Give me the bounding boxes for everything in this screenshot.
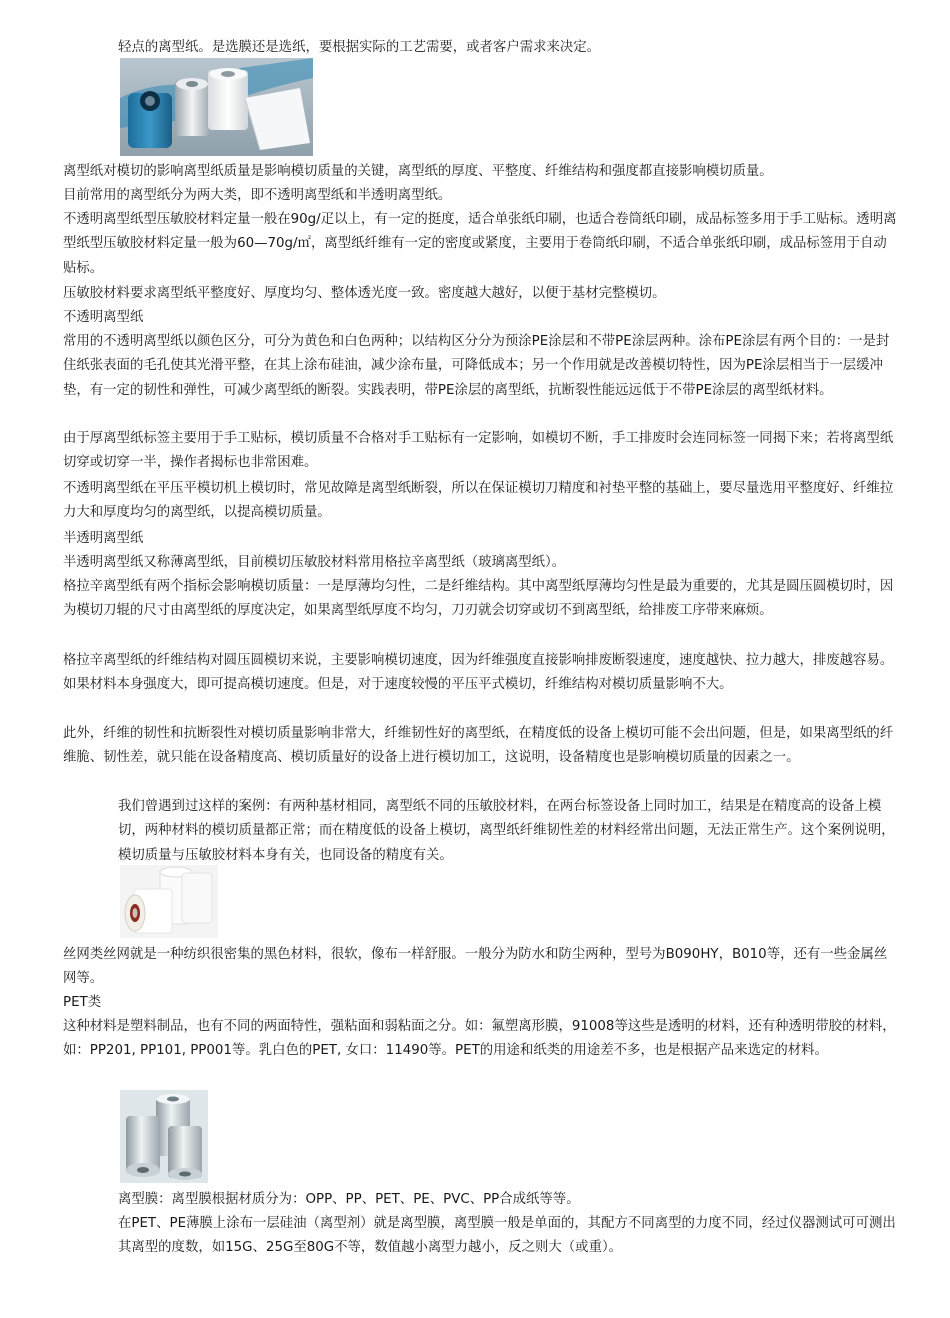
section-heading: PET类 — [63, 995, 102, 1010]
section-heading: 不透明离型纸 — [63, 310, 144, 325]
paragraph: 此外，纤维的韧性和抗断裂性对模切质量影响非常大，纤维韧性好的离型纸，在精度低的设备上模切可能不会出问题，但是，如果离型纸的纤维脆、韧性差，就只能在设备精度高、模切质量好的设备上进行模切加工，这说明，设备精度也是影响模切质量的因素之一。 — [63, 726, 894, 766]
paragraph: 常用的不透明离型纸以颜色区分，可分为黄色和白色两种；以结构区分分为预涂PE涂层和不带PE涂层两种。涂布PE涂层有两个目的：一是封住纸张表面的毛孔使其光滑平整，在其上涂布硅油，减少涂布量，可降低成本；另一个作用就是改善模切特性，因为PE涂层相当于一层缓冲垫，有一定的韧性和弹性，可减少离型纸的断裂。实践表明，带PE涂层的离型纸，抗断裂性能远远低于不带PE涂层的离型纸材料。 — [63, 334, 890, 398]
case-paragraph: 我们曾遇到过这样的案例：有两种基材相同，离型纸不同的压敏胶材料，在两台标签设备上同时加工，结果是在精度高的设备上模切，两种材料的模切质量都正常；而在精度低的设备上模切，离型纸纤维韧性差的材料经常出问题，无法正常生产。这个案例说明，模切质量与压敏胶材料本身有关，也同设备的精度有关。 — [118, 799, 895, 863]
white-film-rolls-image — [120, 865, 218, 938]
paragraph: 不透明离型纸在平压平模切机上模切时，常见故障是离型纸断裂，所以在保证模切刀精度和衬垫平整的基础上，要尽量选用平整度好、纤维拉力大和厚度均匀的离型纸，以提高模切质量。 — [63, 481, 894, 521]
paragraph: 这种材料是塑料制品，也有不同的两面特性，强粘面和弱粘面之分。如：氟塑离形膜，91008等这些是透明的材料，还有种透明带胶的材料，如：PP201, PP101, PP001等。乳白色的PET, 女口：11490等。PET的用途和纸类的用途差不多，也是根据产品来选定的材料。 — [63, 1019, 896, 1059]
paragraph: 离型纸对模切的影响离型纸质量是影响模切质量的关键，离型纸的厚度、平整度、纤维结构和强度都直接影响模切质量。 — [63, 164, 773, 179]
paragraph: 目前常用的离型纸分为两大类，即不透明离型纸和半透明离型纸。 — [63, 188, 452, 203]
section-heading: 半透明离型纸 — [63, 531, 144, 546]
transparent-film-rolls-image — [120, 1090, 208, 1183]
paragraph: 格拉辛离型纸有两个指标会影响模切质量：一是厚薄均匀性，二是纤维结构。其中离型纸厚薄均匀性是最为重要的，尤其是圆压圆模切时，因为模切刀辊的尺寸由离型纸的厚度决定，如果离型纸厚度不均匀，刀刃就会切穿或切不到离型纸，给排废工序带来麻烦。 — [63, 579, 894, 619]
paragraph: 半透明离型纸又称薄离型纸，目前模切压敏胶材料常用格拉辛离型纸（玻璃离型纸）。 — [63, 555, 566, 570]
release-film-rolls-image — [120, 58, 313, 156]
paragraph: 在PET、PE薄膜上涂布一层硅油（离型剂）就是离型膜，离型膜一般是单面的，其配方不同离型的力度不同，经过仪器测试可可测出其离型的度数，如15G、25G至80G不等，数值越小离型力越小，反之则大（或重）。 — [118, 1216, 896, 1256]
paragraph: 由于厚离型纸标签主要用于手工贴标，模切质量不合格对手工贴标有一定影响，如模切不断，手工排废时会连同标签一同揭下来；若将离型纸切穿或切穿一半，操作者揭标也非常困难。 — [63, 431, 894, 471]
paragraph: 压敏胶材料要求离型纸平整度好、厚度均匀、整体透光度一致。密度越大越好，以便于基材完整模切。 — [63, 286, 666, 301]
paragraph: 丝网类丝网就是一种纺织很密集的黑色材料，很软，像布一样舒服。一般分为防水和防尘两种，型号为B090HY，B010等，还有一些金属丝网等。 — [63, 947, 888, 987]
intro-paragraph: 轻点的离型纸。是选膜还是选纸，要根据实际的工艺需要，或者客户需求来决定。 — [118, 40, 601, 55]
paragraph: 格拉辛离型纸的纤维结构对圆压圆模切来说，主要影响模切速度，因为纤维强度直接影响排废断裂速度，速度越快、拉力越大，排废越容易。如果材料本身强度大，即可提高模切速度。但是，对于速度较慢的平压平式模切，纤维结构对模切质量影响不大。 — [63, 653, 894, 693]
paragraph: 不透明离型纸型压敏胶材料定量一般在90g/疋以上，有一定的挺度，适合单张纸印刷，也适合卷筒纸印刷，成品标签多用于手工贴标。透明离型纸型压敏胶材料定量一般为60—70g/㎡，离型纸纤维有一定的密度或紧度，主要用于卷筒纸印刷，不适合单张纸印刷，成品标签用于自动贴标。 — [63, 212, 897, 276]
paragraph: 离型膜：离型膜根据材质分为：OPP、PP、PET、PE、PVC、PP合成纸等等。 — [118, 1192, 580, 1207]
